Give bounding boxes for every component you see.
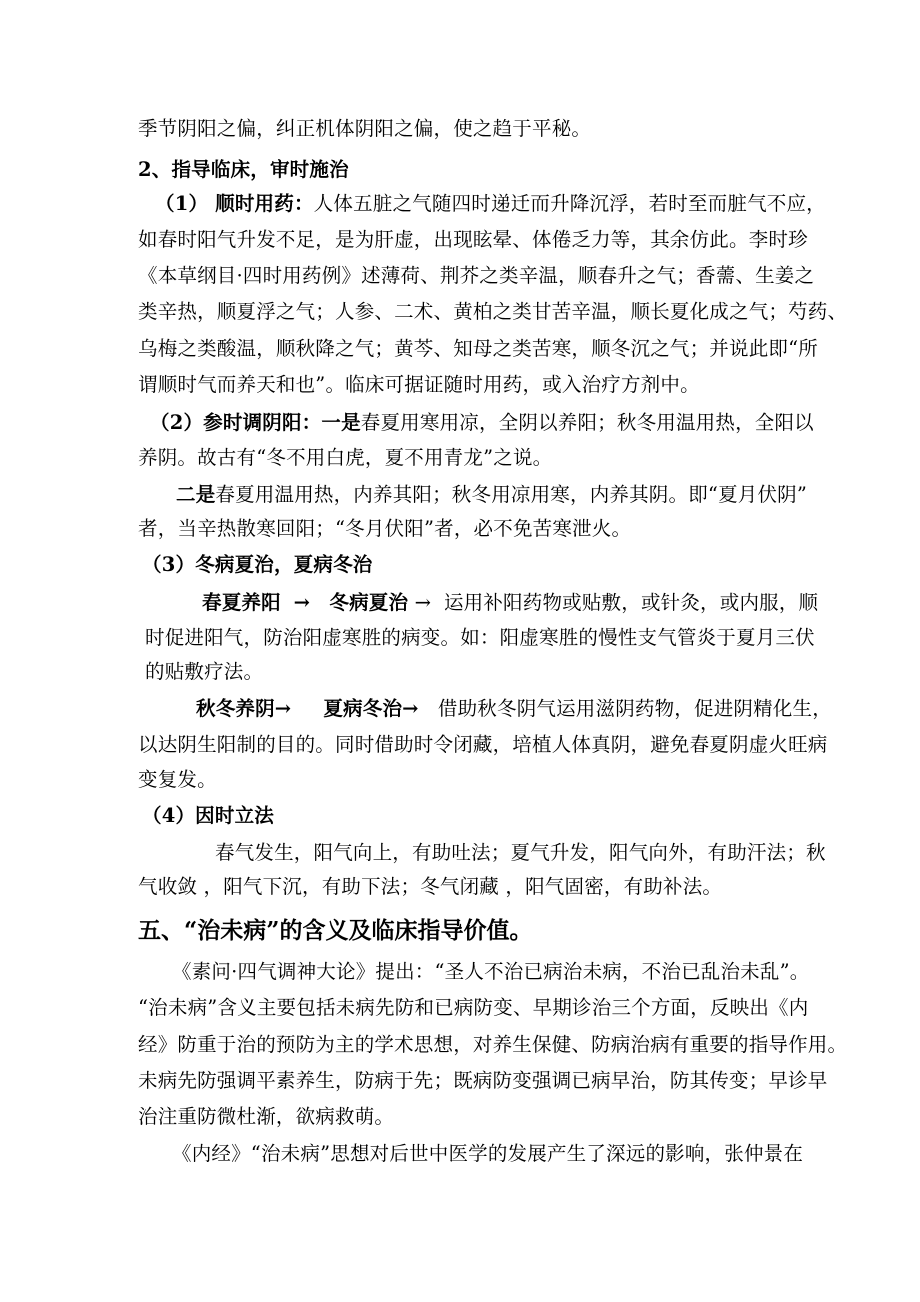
section-five-para2-0: 《内经》“治未病”思想对后世中医学的发展产生了深远的影响，张仲景在 [172, 1142, 804, 1165]
item2-label: （2）参时调阴阳： [150, 411, 322, 434]
section-five-heading: 五、“治未病”的含义及临床指导价值。 [138, 917, 533, 944]
subheading-clinical-guidance: 2、指导临床，审时施治 [138, 158, 349, 181]
item3-part-b-first-line [196, 694, 832, 724]
item3-term-spring-summer: 春夏养阳 [202, 591, 281, 614]
item3-part-b-text-1: 以达阴生阳制的目的。同时借助时令闭藏，培植人体真阴，避免春夏阴虚火旺病 [138, 733, 828, 756]
item3-part-a-text-2: 的贴敷疗法。 [145, 660, 264, 683]
item3-term-autumn-winter: 秋冬养阴→ [196, 697, 292, 720]
item2-marker-one: 一是 [321, 411, 361, 434]
item3-part-a-text-1: 时促进阳气，防治阳虚寒胜的病变。如：阳虚寒胜的慢性支气管炎于夏月三伏 [145, 626, 815, 649]
item2-first-text-0: 春夏用寒用凉，全阴以养阳；秋冬用温用热，全阳以 [360, 411, 814, 434]
item2-second-line [176, 480, 807, 510]
item4-label: （4）因时立法 [142, 804, 274, 827]
item1-text-1: 如春时阳气升发不足，是为肝虚，出现眩晕、体倦乏力等，其余仿此。李时珍 [138, 228, 808, 251]
item2-marker-two: 二是 [176, 483, 216, 506]
item4-text-1: 气收敛 ，阳气下沉，有助下法；冬气闭藏 ，阳气固密，有助补法。 [138, 875, 723, 898]
section-five-para1-1: “治未病”含义主要包括未病先防和已病防变、早期诊治三个方面，反映出《内 [138, 996, 809, 1019]
closing-line: 季节阴阳之偏，纠正机体阴阳之偏，使之趋于平秘。 [138, 117, 592, 140]
item3-term-winter-disease: 冬病夏治 [329, 591, 409, 614]
item1-text-5: 谓顺时气而养天和也”。临床可据证随时用药，或入治疗方剂中。 [138, 373, 700, 396]
section-five-para1-3: 未病先防强调平素养生，防病于先；既病防变强调已病早治，防其传变；早诊早 [138, 1069, 828, 1092]
item1-text-3: 类辛热，顺夏浮之气；人参、二术、黄柏之类甘苦辛温，顺长夏化成之气；芍药、 [138, 300, 848, 323]
item1-label: （1） 顺时用药： [155, 192, 314, 215]
item3-part-b-text-2: 变复发。 [138, 768, 217, 791]
item2-second-text-0: 春夏用温用热，内养其阳；秋冬用凉用寒，内养其阴。即“夏月伏阴” [215, 483, 808, 506]
item1-text-0: 人体五脏之气随四时递迁而升降沉浮，若时至而脏气不应， [313, 192, 826, 215]
item2-first-text-1: 养阴。故古有“冬不用白虎，夏不用青龙”之说。 [138, 446, 553, 469]
item4-text-0: 春气发生，阳气向上，有助吐法；夏气升发，阳气向外，有助汗法；秋 [215, 841, 826, 864]
item1-text-2: 《本草纲目·四时用药例》述薄荷、荆芥之类辛温，顺春升之气；香薷、生姜之 [138, 264, 815, 287]
item1-text-4: 乌梅之类酸温，顺秋降之气；黄芩、知母之类苦寒，顺冬沉之气；并说此即“所 [138, 337, 818, 360]
item1-first-line [155, 189, 826, 219]
section-five-para1-2: 经》防重于治的预防为主的学术思想，对养生保健、防病治病有重要的指导作用。 [138, 1033, 848, 1056]
item3-arrow-2: → [414, 591, 432, 614]
item2-second-text-1: 者，当辛热散寒回阳；“冬月伏阳”者，必不免苦寒泄火。 [138, 517, 632, 540]
item3-label: （3）冬病夏治，夏病冬治 [142, 553, 373, 576]
item3-arrow-1: → [293, 591, 311, 614]
section-five-para1-4: 治注重防微杜渐，欲病救萌。 [138, 1105, 395, 1128]
item3-part-a-first-line [202, 588, 818, 618]
item3-term-summer-disease: 夏病冬治→ [323, 697, 419, 720]
section-five-para1-0: 《素问·四气调神大论》提出：“圣人不治已病治未病，不治已乱治未乱”。 [172, 960, 810, 983]
item3-part-a-text-0: 运用补阳药物或贴敷，或针灸，或内服，顺 [443, 591, 819, 614]
item3-part-b-text-0: 借助秋冬阴气运用滋阴药物，促进阴精化生， [437, 697, 832, 720]
item2-first-line [150, 408, 814, 438]
